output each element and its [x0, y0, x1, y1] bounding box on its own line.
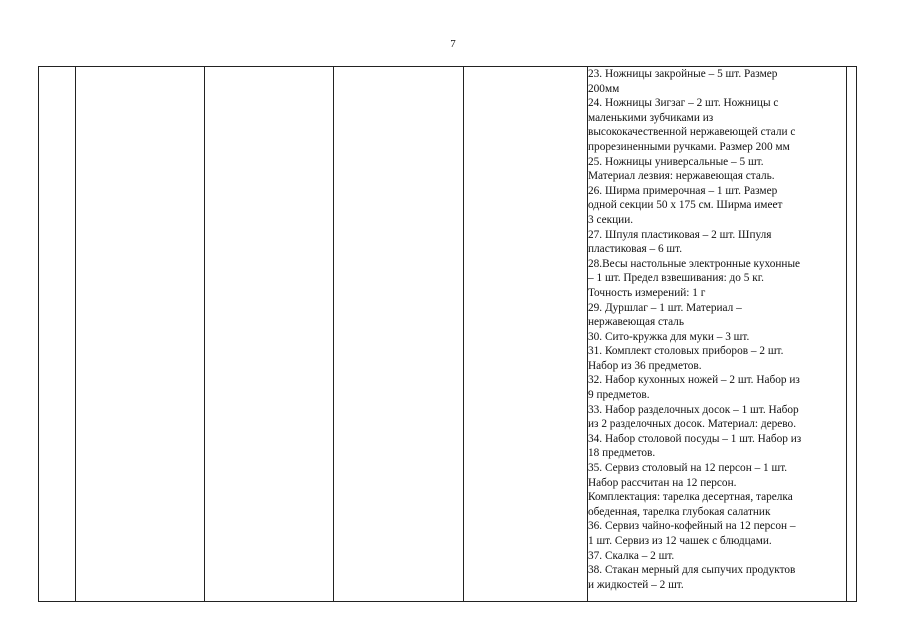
table-cell: [334, 67, 464, 602]
equipment-list-line: 24. Ножницы Зигзаг – 2 шт. Ножницы с: [588, 97, 779, 110]
equipment-list-line: Точность измерений: 1 г: [588, 286, 706, 299]
equipment-table: [38, 66, 857, 602]
equipment-list-line: Материал лезвия: нержавеющая сталь.: [588, 170, 775, 183]
table-cell: [847, 67, 857, 602]
equipment-list-line: 1 шт. Сервиз из 12 чашек с блюдцами.: [588, 535, 772, 547]
equipment-list-line: 27. Шпуля пластиковая – 2 шт. Шпуля: [588, 228, 772, 241]
page-number: 7: [450, 38, 456, 50]
equipment-list-line: – 1 шт. Предел взвешивания: до 5 кг.: [588, 272, 764, 285]
equipment-list-line: 9 предметов.: [588, 389, 650, 402]
equipment-list-line: 26. Ширма примерочная – 1 шт. Размер: [588, 184, 778, 197]
table-cell-number: [39, 67, 76, 602]
equipment-list-line: из 2 разделочных досок. Материал: дерево.: [588, 418, 797, 431]
equipment-list-line: прорезиненными ручками. Размер 200 мм: [588, 140, 790, 153]
equipment-list-line: 32. Набор кухонных ножей – 2 шт. Набор из: [588, 374, 800, 387]
equipment-list-line: высококачественной нержавеющей стали с: [588, 126, 796, 139]
equipment-list-line: 31. Комплект столовых приборов – 2 шт.: [588, 345, 784, 358]
equipment-list-line: обеденная, тарелка глубокая салатник: [588, 505, 771, 518]
equipment-list-line: нержавеющая сталь: [588, 316, 684, 329]
equipment-list-line: 35. Сервиз столовый на 12 персон – 1 шт.: [588, 462, 788, 475]
equipment-list-line: 37. Скалка – 2 шт.: [588, 549, 675, 562]
equipment-list: [588, 67, 846, 592]
equipment-list-line: Комплектация: тарелка десертная, тарелка: [588, 491, 793, 504]
equipment-list-line: 29. Дуршлаг – 1 шт. Материал –: [588, 301, 742, 314]
equipment-list-line: 200мм: [588, 82, 620, 95]
equipment-list-line: 33. Набор разделочных досок – 1 шт. Набор: [588, 403, 799, 416]
table-cell: [205, 67, 334, 602]
equipment-list-line: 28.Весы настольные электронные кухонные: [588, 257, 801, 270]
equipment-list-line: 30. Сито-кружка для муки – 3 шт.: [588, 330, 750, 343]
equipment-list-line: 18 предметов.: [588, 447, 656, 460]
equipment-list-line: 36. Сервиз чайно-кофейный на 12 персон –: [588, 520, 796, 533]
equipment-list-line: и жидкостей – 2 шт.: [588, 578, 684, 591]
equipment-list-cell: [588, 67, 847, 602]
equipment-list-line: Набор рассчитан на 12 персон.: [588, 476, 737, 489]
equipment-list-line: пластиковая – 6 шт.: [588, 243, 683, 256]
equipment-list-line: маленькими зубчиками из: [588, 111, 714, 124]
equipment-list-line: 34. Набор столовой посуды – 1 шт. Набор из: [588, 432, 802, 445]
table-cell: [464, 67, 588, 602]
equipment-list-line: Набор из 36 предметов.: [588, 359, 702, 372]
equipment-list-line: 23. Ножницы закройные – 5 шт. Размер: [588, 68, 778, 80]
equipment-list-line: 38. Стакан мерный для сыпучих продуктов: [588, 564, 796, 577]
equipment-list-line: 25. Ножницы универсальные – 5 шт.: [588, 155, 764, 168]
equipment-list-line: одной секции 50 х 175 см. Ширма имеет: [588, 199, 783, 212]
table-cell: [76, 67, 205, 602]
table-row: [39, 67, 857, 602]
equipment-list-line: 3 секции.: [588, 213, 634, 226]
